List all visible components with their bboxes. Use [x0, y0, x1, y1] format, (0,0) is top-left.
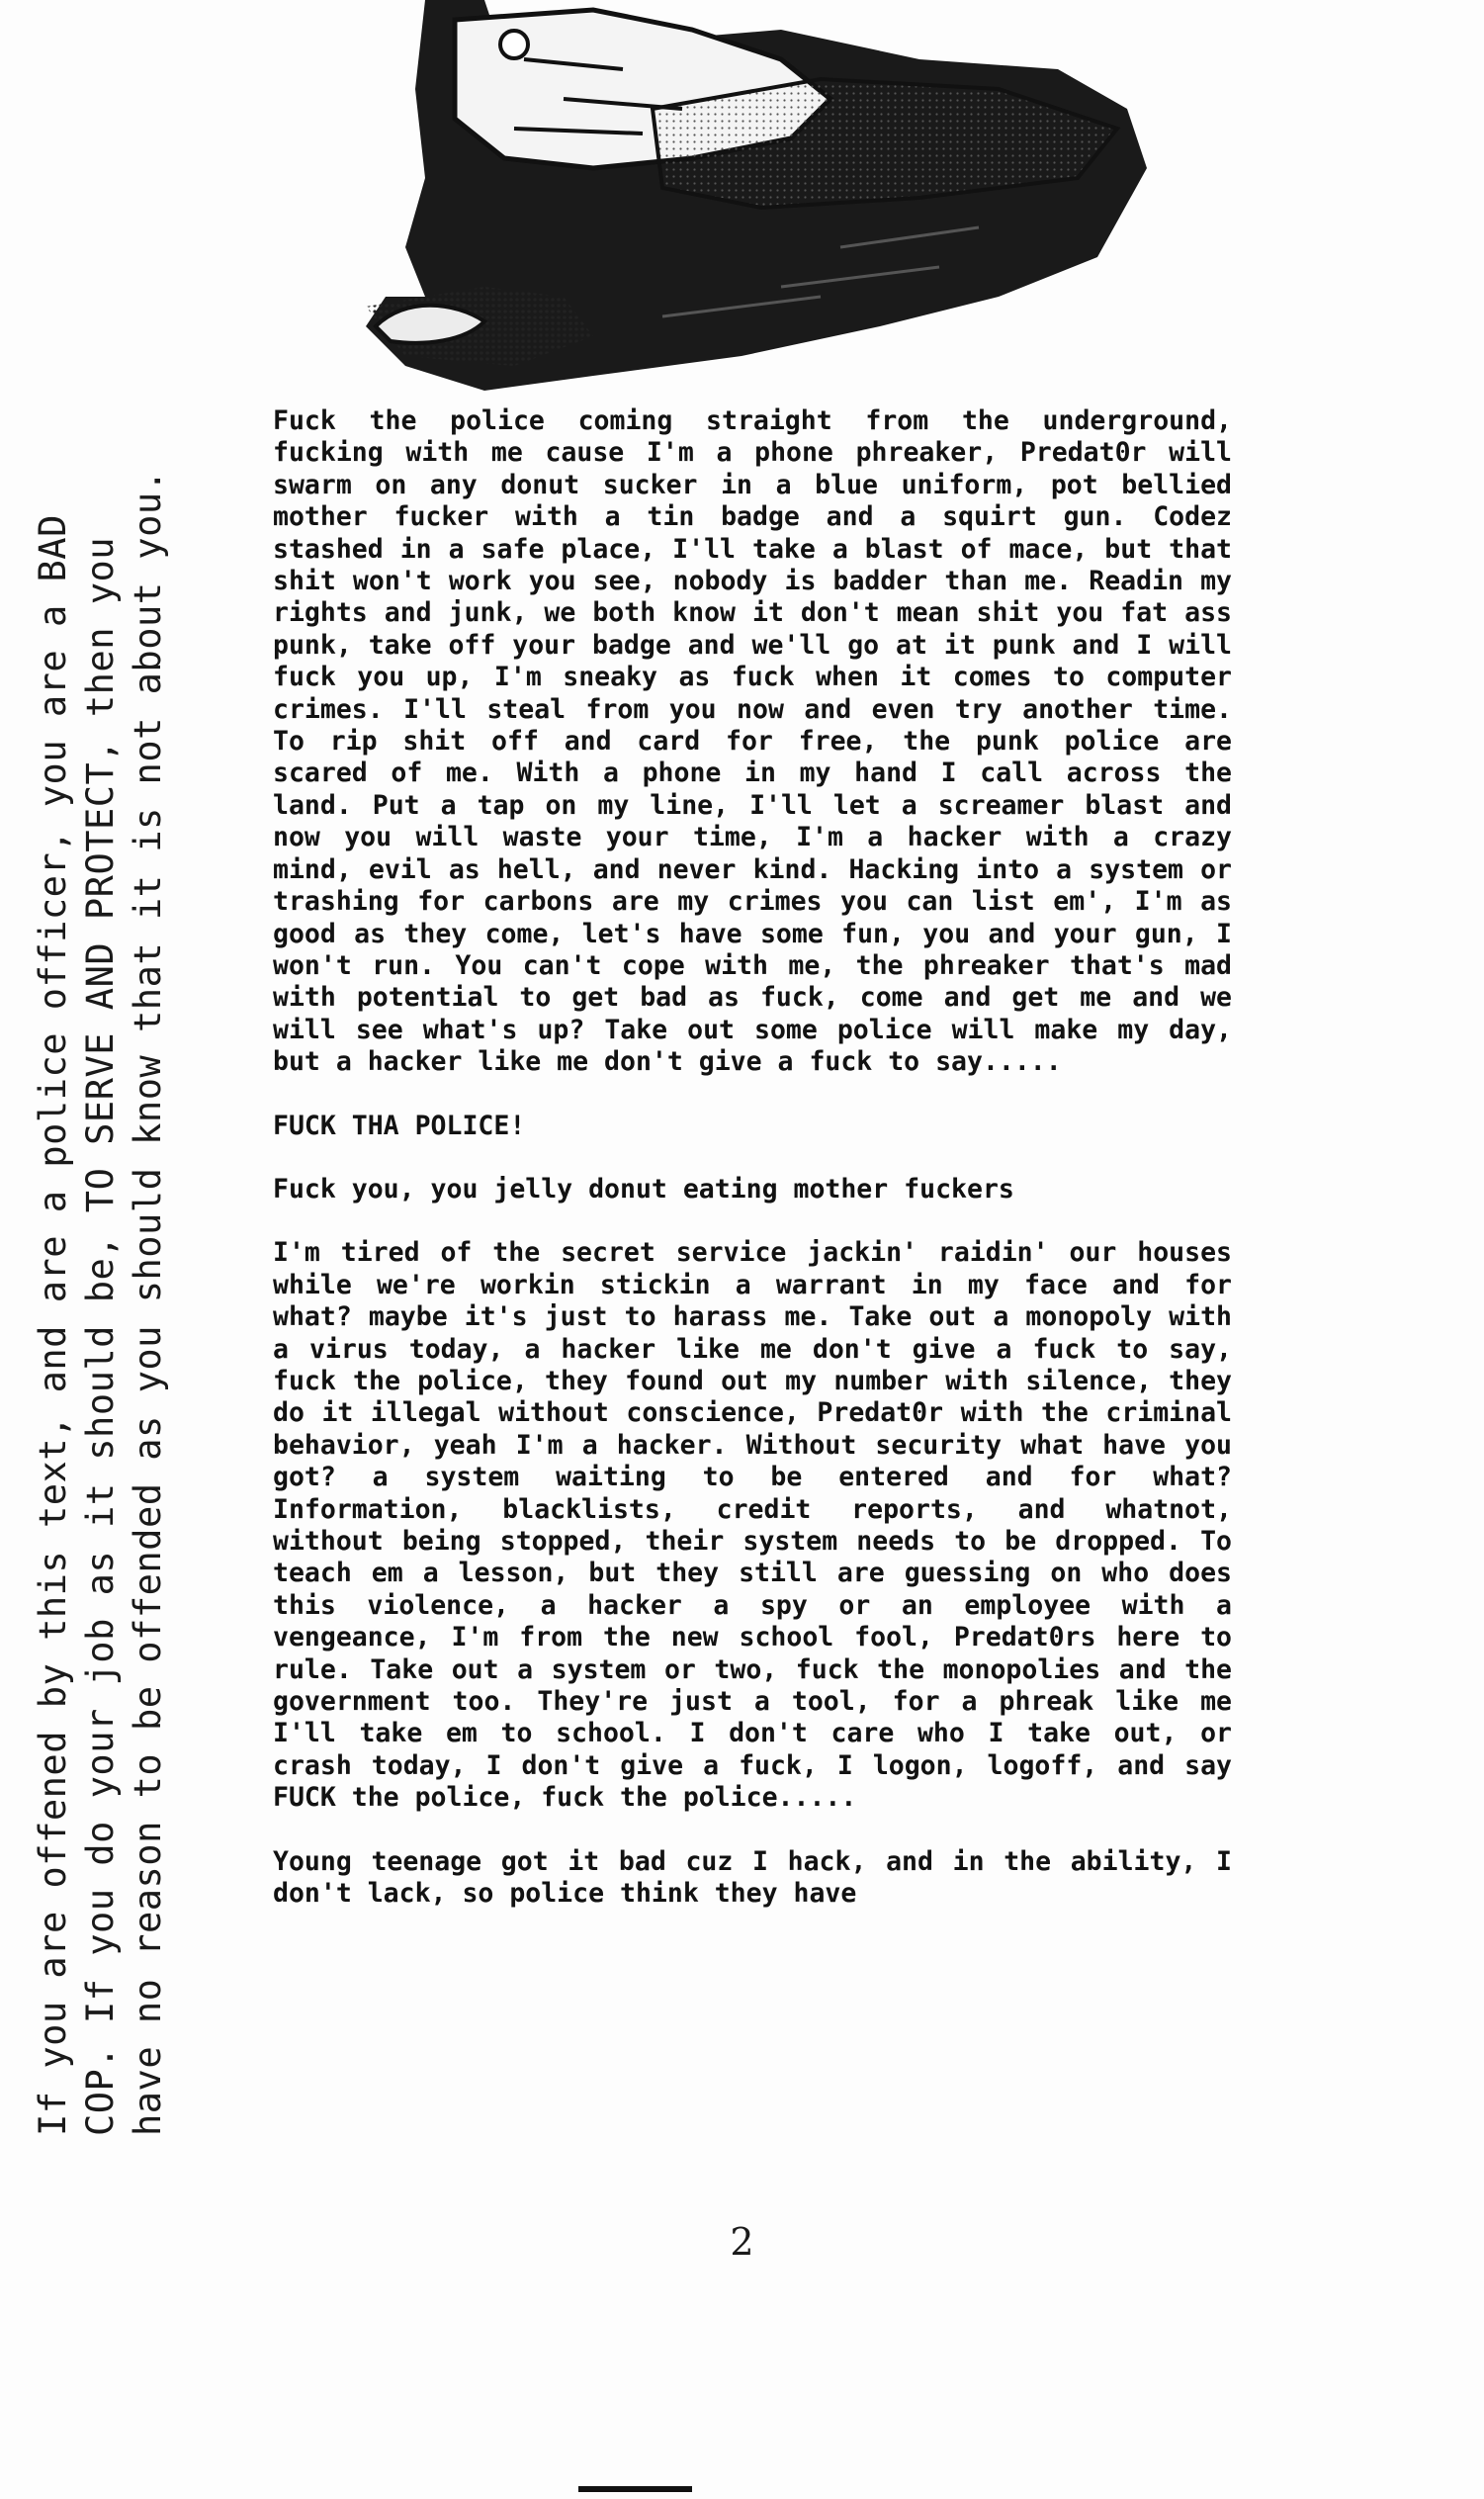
disclaimer-line-2: COP. If you do your job as it should be, TO SERVE AND PROTECT, then you — [79, 536, 122, 2136]
disclaimer-line-1: If you are offened by this text, and are a police officer, you are a BAD — [32, 514, 74, 2136]
paragraph-3: Fuck you, you jelly donut eating mother fuckers — [273, 1173, 1014, 1205]
margin-disclaimer — [30, 277, 172, 2136]
page-number: 2 — [730, 2220, 754, 2264]
body-text — [273, 405, 1232, 1941]
paragraph-4: I'm tired of the secret service jackin' raidin' our houses while we're workin stickin a warrant in my face and for what? maybe it's just to harass me. Take out a monopoly with a virus today, a hacker like me don't give a fuck to say, fuck the police, they found out my number with silence, they do it illegal without conscience, Predat0r with the criminal behavior, yeah I'm a hacker. Without security what have you got? a system waiting to be entered and for what? Information, blacklists, credit reports, and whatnot, without being stopped, their system needs to be dropped. To teach em a lesson, but they still are guessing on who does this violence, a hacker a spy or an employee with a vengeance, I'm from the new school fool, Predat0rs here to rule. Take out a system or two, fuck the monopolies and the government too. They're just a tool, for a phreak like me I'll take em to school. I don't care who I take out, or crash today, I don't give a fuck, I logon, logoff, and say FUCK the police, fuck the police..... — [273, 1237, 1232, 1814]
halftone-illustration — [366, 0, 1196, 405]
paragraph-1: Fuck the police coming straight from the underground, fucking with me cause I'm a phone phreaker, Predat0r will swarm on any donut sucker in a blue uniform, pot bellied mother fucker with a tin badge and a squirt gun. Codez stashed in a safe place, I'll take a blast of mace, but that shit won't work you see, nobody is badder than me. Readin my rights and junk, we both know it don't mean shit you fat ass punk, take off your badge and we'll go at it punk and I will fuck you up, I'm sneaky as fuck when it comes to computer crimes. I'll steal from you now and even try another time. To rip shit off and card for free, the punk police are scared of me. With a phone in my hand I call across the land. Put a tap on my line, I'll let a screamer blast and now you will waste your time, I'm a hacker with a crazy mind, evil as hell, and never kind. Hacking into a system or trashing for carbons are my crimes you can list em', I'm as good as they come, let's have some fun, you and your gun, I won't run. You can't cope with me, the phreaker that's mad with potential to get bad as fuck, come and get me and we will see what's up? Take out some police will make my day, but a hacker like me don't give a fuck to say..... — [273, 405, 1232, 1078]
paragraph-heading: FUCK THA POLICE! — [273, 1110, 526, 1141]
paragraph-5: Young teenage got it bad cuz I hack, and in the ability, I don't lack, so police think they have — [273, 1845, 1232, 1910]
disclaimer-line-3: have no reason to be offended as you should know that it is not about you. — [127, 469, 169, 2136]
bottom-rule — [578, 2486, 692, 2492]
